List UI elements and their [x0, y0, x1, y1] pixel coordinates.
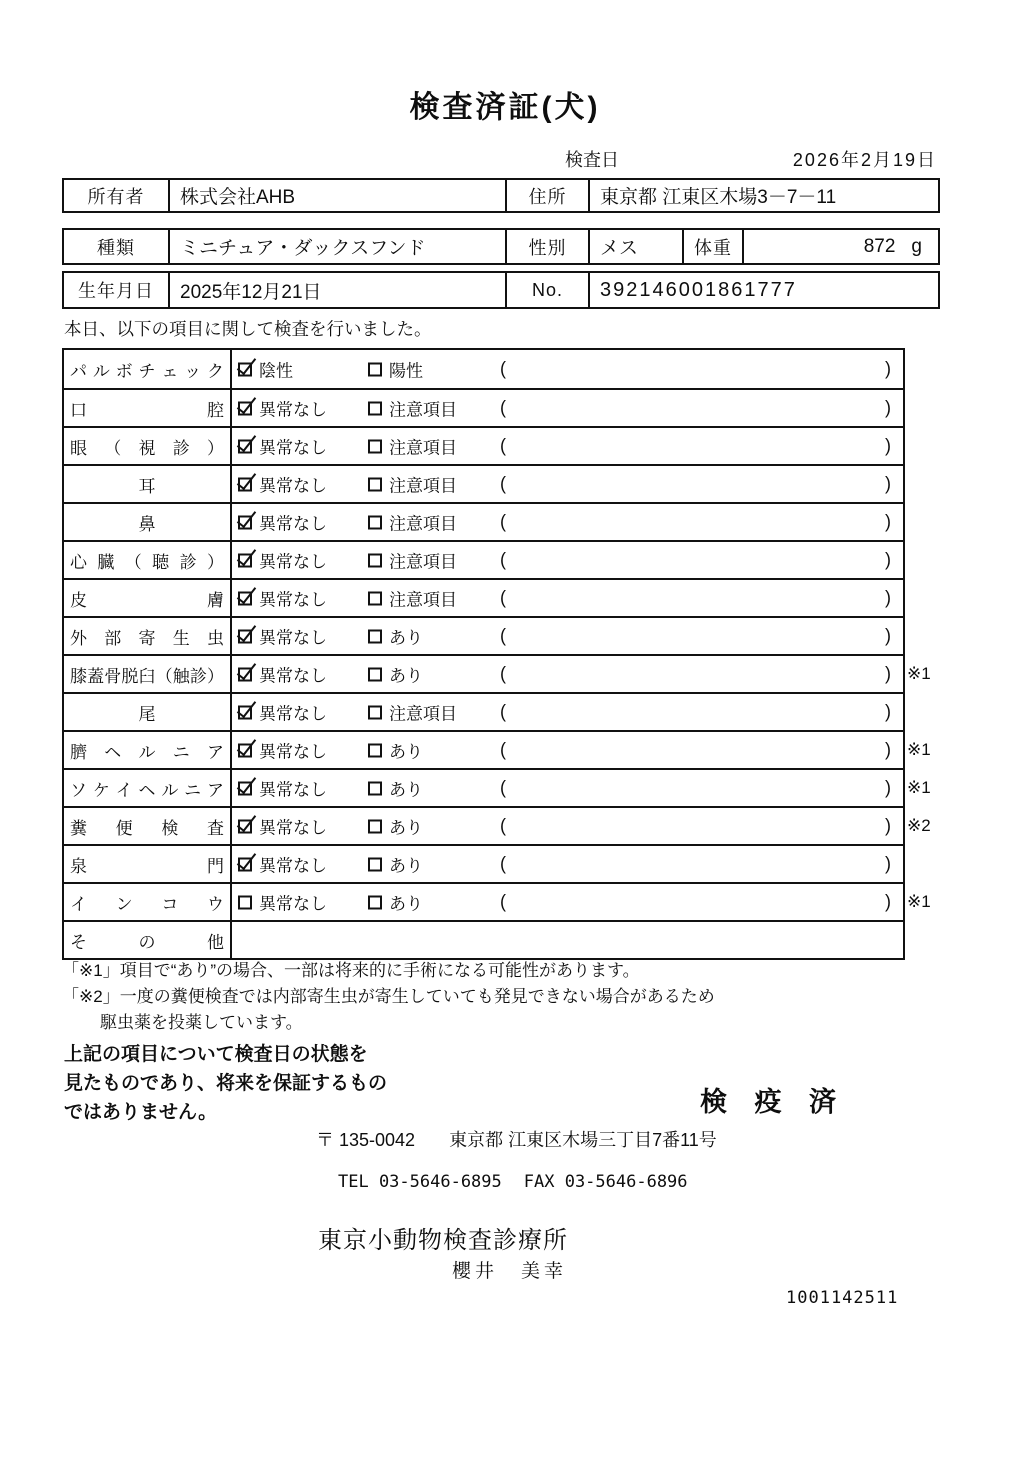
clinic-address-line [316, 1126, 717, 1152]
checkbox-icon [238, 515, 252, 529]
comment-paren-close: ) [885, 891, 891, 912]
weight-value [744, 230, 938, 263]
address-value: 東京都 江東区木場3－7－11 [600, 187, 837, 208]
checklist-item-label: ソ ケ イ ヘ ル ニ ア [64, 770, 232, 806]
comment-paren-close: ) [885, 777, 891, 798]
footnotes-block [62, 958, 715, 1036]
checklist-row-content [232, 656, 931, 692]
checkbox-option-2 [368, 624, 423, 649]
checkbox-option-2-label: 注意項目 [389, 552, 457, 572]
footnote-2: 「※2」一度の糞便検査では内部寄生虫が寄生していても発見できない場合があるため [62, 987, 715, 1006]
checklist-item-label: 外 部 寄 生 虫 [64, 618, 232, 654]
clinic-fax: FAX 03-5646-6896 [523, 1172, 688, 1192]
checkbox-option-1 [238, 434, 327, 459]
checkbox-option-2 [368, 434, 457, 459]
footnote-marker: ※1 [907, 664, 931, 683]
checklist-row [64, 502, 903, 540]
clinic-tel: TEL 03-5646-6895 [338, 1172, 502, 1192]
checklist-row [64, 692, 903, 730]
checkbox-option-2-label: あり [389, 742, 423, 762]
checklist-item-label: 膝 蓋 骨 脱 臼 （ 触 診 ） [64, 656, 232, 692]
clinic-phone-line [338, 1172, 688, 1192]
checklist-item-label: 皮 膚 [64, 580, 232, 616]
checkbox-option-2 [368, 814, 423, 839]
comment-paren-open: ( [500, 511, 506, 532]
checkbox-icon [238, 553, 252, 567]
checklist-row [64, 616, 903, 654]
checkbox-option-1-label: 異常なし [259, 628, 327, 648]
checklist-table [62, 348, 931, 960]
comment-paren-close: ) [885, 358, 891, 379]
checkbox-option-1-label: 異常なし [259, 894, 327, 914]
checklist-item-label: 泉 門 [64, 846, 232, 882]
checkbox-option-1 [238, 852, 327, 877]
comment-paren-open: ( [500, 739, 506, 760]
checkbox-option-1 [238, 472, 327, 497]
comment-paren-close: ) [885, 587, 891, 608]
checkbox-option-1-label: 異常なし [259, 704, 327, 724]
checkbox-option-2-label: あり [389, 780, 423, 800]
checkbox-option-2 [368, 357, 423, 382]
sex-value: メス [590, 230, 684, 263]
checklist-item-label: 口 腔 [64, 390, 232, 426]
checkbox-icon [238, 705, 252, 719]
clinic-address: 東京都 江東区木場三丁目7番11号 [449, 1130, 717, 1150]
checkbox-option-2-label: あり [389, 666, 423, 686]
checklist-row [64, 768, 931, 806]
checkbox-option-1 [238, 624, 327, 649]
checklist-item-label: イ ン コ ウ [64, 884, 232, 920]
checkbox-option-1-label: 異常なし [259, 552, 327, 572]
checklist-row-content [232, 846, 903, 882]
comment-paren-close: ) [885, 549, 891, 570]
checkbox-option-2-label: 注意項目 [389, 400, 457, 420]
owner-table [62, 178, 940, 213]
checkbox-option-2 [368, 852, 423, 877]
comment-paren-open: ( [500, 663, 506, 684]
comment-paren-close: ) [885, 739, 891, 760]
checkbox-option-2-label: あり [389, 818, 423, 838]
checkbox-option-2-label: 注意項目 [389, 704, 457, 724]
checkbox-option-2-label: 陽性 [389, 361, 423, 381]
checkbox-icon [368, 705, 382, 719]
checklist-row-content [232, 504, 903, 540]
checkbox-option-2 [368, 738, 423, 763]
checkbox-option-1 [238, 814, 327, 839]
checkbox-icon [368, 819, 382, 833]
checkbox-icon [368, 362, 382, 376]
checkbox-option-1-label: 異常なし [259, 666, 327, 686]
checkbox-icon [238, 895, 252, 909]
checkbox-option-2-label: あり [389, 894, 423, 914]
checkbox-option-1 [238, 510, 327, 535]
checkbox-icon [238, 743, 252, 757]
checklist-item-label: 耳 [64, 466, 232, 502]
serial-number: 1001142511 [786, 1288, 899, 1308]
number-label: No. [507, 273, 590, 307]
checkbox-option-2-label: 注意項目 [389, 590, 457, 610]
weight-label: 体重 [684, 230, 744, 263]
checkbox-icon [368, 591, 382, 605]
checklist-row [64, 388, 903, 426]
comment-paren-open: ( [500, 815, 506, 836]
checklist-row-content [232, 390, 903, 426]
checkbox-option-1 [238, 890, 327, 915]
checklist-row [64, 350, 903, 388]
checkbox-icon [238, 629, 252, 643]
checklist-item-label: 心 臓 （ 聴 診 ） [64, 542, 232, 578]
weight-unit: g [911, 235, 922, 257]
checkbox-icon [368, 515, 382, 529]
owner-value: 株式会社AHB [170, 180, 507, 211]
checklist-row [64, 540, 903, 578]
footnote-marker: ※2 [907, 816, 931, 835]
checkbox-option-2 [368, 662, 423, 687]
checkbox-option-2-label: あり [389, 856, 423, 876]
sex-label: 性別 [507, 230, 590, 263]
checklist-item-label: 糞 便 検 査 [64, 808, 232, 844]
checkbox-option-2 [368, 548, 457, 573]
checklist-item-label: そ の 他 [64, 922, 232, 958]
checkbox-icon [368, 553, 382, 567]
checkbox-icon [238, 591, 252, 605]
checkbox-icon [368, 781, 382, 795]
checkbox-option-1-label: 異常なし [259, 856, 327, 876]
checkbox-option-2 [368, 510, 457, 535]
quarantine-stamp: 検 疫 済 [700, 1087, 847, 1117]
inspector-name: 櫻井 美幸 [452, 1261, 568, 1282]
checklist-row-content [232, 428, 903, 464]
checkbox-option-1 [238, 700, 327, 725]
checkbox-option-1-label: 異常なし [259, 476, 327, 496]
footnote-marker: ※1 [907, 778, 931, 797]
breed-value: ミニチュア・ダックスフンド [170, 230, 507, 263]
comment-paren-open: ( [500, 853, 506, 874]
checklist-row [64, 464, 903, 502]
checkbox-icon [368, 629, 382, 643]
comment-paren-open: ( [500, 701, 506, 722]
animal-table-row2 [62, 271, 940, 309]
disclaimer-block [64, 1040, 387, 1127]
certificate-title: 検査済証(犬) [409, 91, 601, 124]
checkbox-option-1-label: 陰性 [259, 361, 293, 381]
checkbox-icon [368, 439, 382, 453]
checkbox-option-1 [238, 776, 327, 801]
checkbox-option-2-label: あり [389, 628, 423, 648]
checklist-item-label: 鼻 [64, 504, 232, 540]
inspection-date-label: 検査日 [565, 150, 619, 170]
footnote-2-continued: 駆虫薬を投薬しています。 [100, 1013, 303, 1032]
checkbox-icon [368, 743, 382, 757]
checkbox-icon [238, 477, 252, 491]
checkbox-option-1-label: 異常なし [259, 742, 327, 762]
checklist-row [64, 426, 903, 464]
footnote-marker: ※1 [907, 892, 931, 911]
comment-paren-open: ( [500, 777, 506, 798]
checkbox-icon [368, 401, 382, 415]
checkbox-icon [238, 819, 252, 833]
checklist-row-content [232, 808, 931, 844]
comment-paren-close: ) [885, 853, 891, 874]
postal-code: 〒 135-0042 [316, 1130, 416, 1150]
checkbox-option-1 [238, 548, 327, 573]
checklist-row [64, 844, 903, 882]
checkbox-option-1 [238, 396, 327, 421]
checkbox-icon [368, 857, 382, 871]
checkbox-option-2 [368, 586, 457, 611]
owner-label: 所有者 [64, 180, 170, 211]
checkbox-option-1 [238, 738, 327, 763]
address-label: 住所 [507, 180, 590, 211]
checkbox-option-2-label: 注意項目 [389, 476, 457, 496]
checklist-row-content [232, 350, 903, 388]
clinic-name: 東京小動物検査診療所 [318, 1227, 568, 1254]
checkbox-icon [238, 667, 252, 681]
comment-paren-close: ) [885, 511, 891, 532]
checkbox-icon [368, 667, 382, 681]
footnote-1: 「※1」項目で“あり”の場合、一部は将来的に手術になる可能性があります。 [62, 961, 640, 980]
breed-label: 種類 [64, 230, 170, 263]
checkbox-option-1-label: 異常なし [259, 780, 327, 800]
checklist-row [64, 654, 931, 692]
checklist-row-content [232, 732, 931, 768]
checkbox-icon [238, 362, 252, 376]
checklist-item-label: パ ル ボ チ ェ ッ ク [64, 350, 232, 388]
checkbox-option-2 [368, 472, 457, 497]
comment-paren-open: ( [500, 473, 506, 494]
checkbox-option-1 [238, 586, 327, 611]
comment-paren-close: ) [885, 473, 891, 494]
checkbox-icon [238, 857, 252, 871]
checkbox-option-2-label: 注意項目 [389, 514, 457, 534]
checklist-row [64, 578, 903, 616]
checkbox-option-1-label: 異常なし [259, 438, 327, 458]
checkbox-option-2 [368, 776, 423, 801]
checklist-row-content [232, 922, 903, 958]
disclaimer-line-3: ではありません。 [64, 1102, 218, 1123]
comment-paren-close: ) [885, 397, 891, 418]
checklist-item-label: 尾 [64, 694, 232, 730]
comment-paren-close: ) [885, 625, 891, 646]
checkbox-icon [368, 895, 382, 909]
comment-paren-open: ( [500, 625, 506, 646]
checkbox-option-1-label: 異常なし [259, 818, 327, 838]
weight-number: 872 [863, 235, 896, 257]
checkbox-icon [238, 401, 252, 415]
comment-paren-open: ( [500, 358, 506, 379]
number-value: 392146001861777 [600, 278, 797, 301]
checkbox-icon [238, 781, 252, 795]
comment-paren-close: ) [885, 815, 891, 836]
checkbox-option-2 [368, 700, 457, 725]
comment-paren-open: ( [500, 587, 506, 608]
comment-paren-close: ) [885, 435, 891, 456]
checklist-row [64, 882, 931, 920]
checklist-row-content [232, 580, 903, 616]
disclaimer-line-2: 見たものであり、将来を保証するもの [64, 1073, 388, 1094]
comment-paren-open: ( [500, 397, 506, 418]
checkbox-option-1-label: 異常なし [259, 590, 327, 610]
comment-paren-open: ( [500, 549, 506, 570]
disclaimer-line-1: 上記の項目について検査日の状態を [64, 1044, 368, 1065]
checklist-row-content [232, 618, 903, 654]
footnote-marker: ※1 [907, 740, 931, 759]
birthdate-value: 2025年12月21日 [170, 273, 507, 307]
checkbox-option-1 [238, 357, 293, 382]
checkbox-option-1-label: 異常なし [259, 514, 327, 534]
animal-table-row1 [62, 228, 940, 265]
checklist-row-content [232, 542, 903, 578]
comment-paren-open: ( [500, 435, 506, 456]
comment-paren-open: ( [500, 891, 506, 912]
checklist-row [64, 920, 903, 958]
checklist-row-content [232, 884, 931, 920]
checkbox-icon [238, 439, 252, 453]
checkbox-option-1-label: 異常なし [259, 400, 327, 420]
checkbox-icon [368, 477, 382, 491]
checkbox-option-2-label: 注意項目 [389, 438, 457, 458]
birthdate-label: 生年月日 [64, 273, 170, 307]
checkbox-option-2 [368, 396, 457, 421]
intro-text: 本日、以下の項目に関して検査を行いました。 [64, 319, 432, 339]
checklist-item-label: 臍 ヘ ル ニ ア [64, 732, 232, 768]
checklist-row [64, 806, 931, 844]
comment-paren-close: ) [885, 663, 891, 684]
checklist-row-content [232, 694, 903, 730]
checkbox-option-1 [238, 662, 327, 687]
checklist-row-content [232, 466, 903, 502]
checkbox-option-2 [368, 890, 423, 915]
inspection-date-value: 2026年2月19日 [792, 150, 937, 170]
checklist-row-content [232, 770, 931, 806]
checklist-item-label: 眼 （ 視 診 ） [64, 428, 232, 464]
comment-paren-close: ) [885, 701, 891, 722]
checklist-row [64, 730, 931, 768]
inspection-date-row [565, 146, 937, 172]
